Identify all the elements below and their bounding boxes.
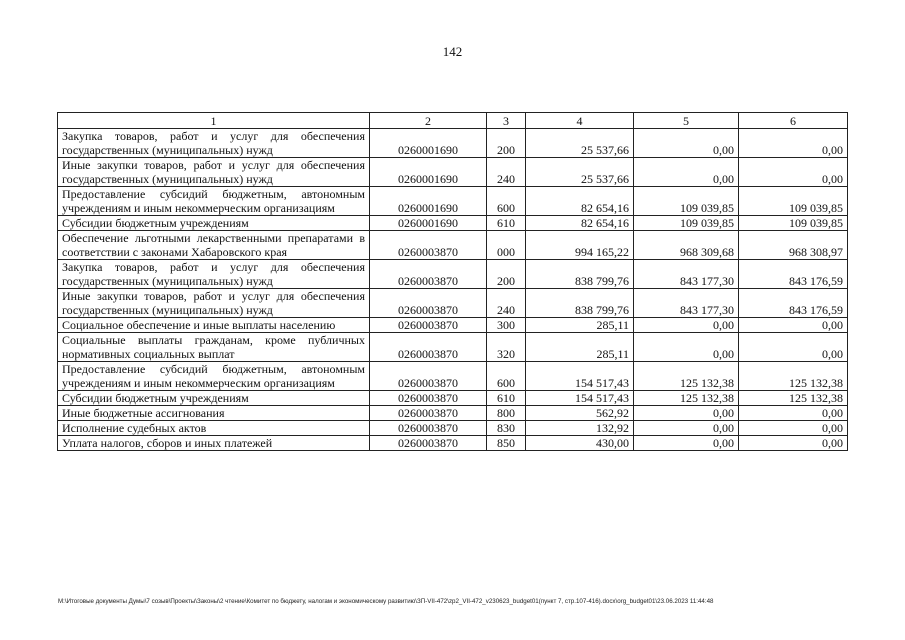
target-article-code: 0260003870 [370, 289, 487, 318]
row-description: Уплата налогов, сборов и иных платежей [58, 436, 370, 451]
expense-type-code: 300 [487, 318, 526, 333]
row-description: Предоставление субсидий бюджетным, автономным учреждениям и иным некоммерческим организациям [58, 362, 370, 391]
expense-type-code: 850 [487, 436, 526, 451]
target-article-code: 0260003870 [370, 318, 487, 333]
row-description: Социальное обеспечение и иные выплаты населению [58, 318, 370, 333]
amount-col-6: 843 176,59 [739, 289, 848, 318]
table-row [58, 436, 848, 451]
table-row [58, 129, 848, 158]
amount-col-6: 125 132,38 [739, 362, 848, 391]
target-article-code: 0260003870 [370, 260, 487, 289]
amount-col-6: 0,00 [739, 406, 848, 421]
column-header: 6 [739, 113, 848, 129]
amount-col-4: 285,11 [526, 333, 634, 362]
amount-col-6: 125 132,38 [739, 391, 848, 406]
amount-col-6: 968 308,97 [739, 231, 848, 260]
amount-col-4: 25 537,66 [526, 129, 634, 158]
row-description: Социальные выплаты гражданам, кроме публичных нормативных социальных выплат [58, 333, 370, 362]
target-article-code: 0260001690 [370, 187, 487, 216]
amount-col-4: 562,92 [526, 406, 634, 421]
amount-col-6: 0,00 [739, 129, 848, 158]
amount-col-4: 82 654,16 [526, 216, 634, 231]
expense-type-code: 610 [487, 216, 526, 231]
amount-col-5: 968 309,68 [634, 231, 739, 260]
table-row [58, 318, 848, 333]
target-article-code: 0260003870 [370, 436, 487, 451]
table-row [58, 260, 848, 289]
row-description: Иные закупки товаров, работ и услуг для обеспечения государственных (муниципальных) нужд [58, 289, 370, 318]
amount-col-5: 0,00 [634, 421, 739, 436]
amount-col-6: 109 039,85 [739, 216, 848, 231]
target-article-code: 0260003870 [370, 391, 487, 406]
amount-col-4: 430,00 [526, 436, 634, 451]
expense-type-code: 200 [487, 129, 526, 158]
table-row [58, 421, 848, 436]
amount-col-5: 0,00 [634, 333, 739, 362]
row-description: Субсидии бюджетным учреждениям [58, 391, 370, 406]
column-header: 2 [370, 113, 487, 129]
target-article-code: 0260003870 [370, 333, 487, 362]
target-article-code: 0260001690 [370, 216, 487, 231]
amount-col-5: 0,00 [634, 318, 739, 333]
row-description: Субсидии бюджетным учреждениям [58, 216, 370, 231]
expense-type-code: 830 [487, 421, 526, 436]
expense-type-code: 240 [487, 289, 526, 318]
row-description: Закупка товаров, работ и услуг для обеспечения государственных (муниципальных) нужд [58, 260, 370, 289]
document-file-path: M:\Итоговые документы Думы\7 созыв\Проекты\Законы\2 чтение\Комитет по бюджету, налогам и экономическому развитию\ЗП-VII-472\zp2_VII-472_v230623_budget01(пункт 7, стр.107-416).docx\org_budget01\23.06.2023 11:44:48 [58, 598, 714, 605]
expense-type-code: 320 [487, 333, 526, 362]
expense-type-code: 200 [487, 260, 526, 289]
amount-col-4: 82 654,16 [526, 187, 634, 216]
amount-col-6: 0,00 [739, 318, 848, 333]
expense-type-code: 800 [487, 406, 526, 421]
row-description: Иные закупки товаров, работ и услуг для обеспечения государственных (муниципальных) нужд [58, 158, 370, 187]
column-header: 3 [487, 113, 526, 129]
amount-col-5: 109 039,85 [634, 187, 739, 216]
target-article-code: 0260003870 [370, 421, 487, 436]
column-header: 5 [634, 113, 739, 129]
target-article-code: 0260003870 [370, 231, 487, 260]
expense-type-code: 600 [487, 187, 526, 216]
target-article-code: 0260003870 [370, 362, 487, 391]
amount-col-4: 154 517,43 [526, 362, 634, 391]
row-description: Предоставление субсидий бюджетным, автономным учреждениям и иным некоммерческим организациям [58, 187, 370, 216]
target-article-code: 0260001690 [370, 129, 487, 158]
amount-col-4: 838 799,76 [526, 289, 634, 318]
expense-type-code: 000 [487, 231, 526, 260]
column-header: 1 [58, 113, 370, 129]
amount-col-4: 154 517,43 [526, 391, 634, 406]
amount-col-5: 125 132,38 [634, 391, 739, 406]
amount-col-6: 0,00 [739, 333, 848, 362]
table-row [58, 231, 848, 260]
target-article-code: 0260001690 [370, 158, 487, 187]
table-row [58, 391, 848, 406]
amount-col-4: 25 537,66 [526, 158, 634, 187]
table-row [58, 187, 848, 216]
amount-col-4: 285,11 [526, 318, 634, 333]
row-description: Исполнение судебных актов [58, 421, 370, 436]
expense-type-code: 610 [487, 391, 526, 406]
amount-col-5: 843 177,30 [634, 289, 739, 318]
column-header: 4 [526, 113, 634, 129]
amount-col-4: 132,92 [526, 421, 634, 436]
table-row [58, 333, 848, 362]
row-description: Иные бюджетные ассигнования [58, 406, 370, 421]
row-description: Закупка товаров, работ и услуг для обеспечения государственных (муниципальных) нужд [58, 129, 370, 158]
expense-type-code: 600 [487, 362, 526, 391]
amount-col-5: 0,00 [634, 129, 739, 158]
table-row [58, 289, 848, 318]
table-row [58, 158, 848, 187]
amount-col-6: 109 039,85 [739, 187, 848, 216]
amount-col-5: 0,00 [634, 158, 739, 187]
amount-col-5: 109 039,85 [634, 216, 739, 231]
amount-col-6: 0,00 [739, 436, 848, 451]
table-row [58, 216, 848, 231]
amount-col-4: 838 799,76 [526, 260, 634, 289]
amount-col-6: 0,00 [739, 158, 848, 187]
page-number: 142 [442, 44, 463, 59]
amount-col-5: 0,00 [634, 436, 739, 451]
amount-col-4: 994 165,22 [526, 231, 634, 260]
amount-col-5: 125 132,38 [634, 362, 739, 391]
amount-col-5: 843 177,30 [634, 260, 739, 289]
table-row [58, 362, 848, 391]
table-header-row [58, 113, 848, 129]
amount-col-6: 843 176,59 [739, 260, 848, 289]
amount-col-6: 0,00 [739, 421, 848, 436]
table-row [58, 406, 848, 421]
budget-table [57, 112, 848, 451]
amount-col-5: 0,00 [634, 406, 739, 421]
row-description: Обеспечение льготными лекарственными препаратами в соответствии с законами Хабаровского края [58, 231, 370, 260]
expense-type-code: 240 [487, 158, 526, 187]
target-article-code: 0260003870 [370, 406, 487, 421]
